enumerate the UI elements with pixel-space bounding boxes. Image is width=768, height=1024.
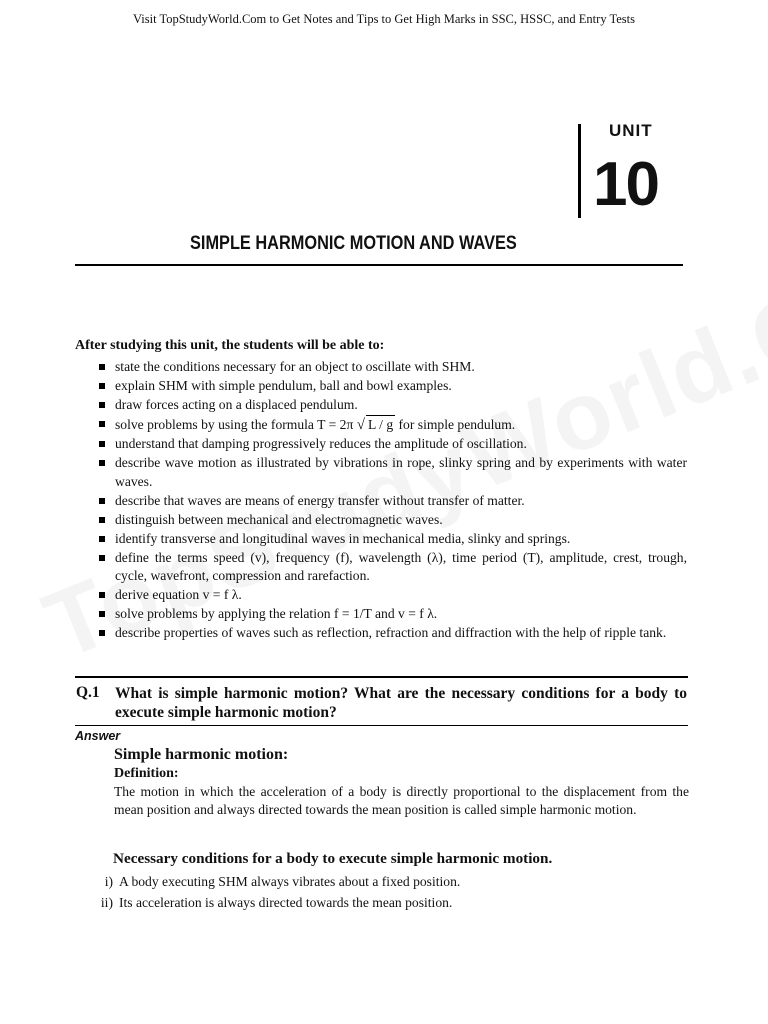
objective-item: explain SHM with simple pendulum, ball and bowl examples.: [97, 377, 687, 396]
objective-item: distinguish between mechanical and electromagnetic waves.: [97, 511, 687, 530]
unit-divider: [578, 124, 581, 218]
objective-item: define the terms speed (v), frequency (f), wavelength (λ), time period (T), amplitude, crest, trough, cycle, wavefront, compression and rarefaction.: [97, 549, 687, 586]
title-rule: [75, 264, 683, 266]
objective-item: describe properties of waves such as reflection, refraction and diffraction with the help of ripple tank.: [97, 624, 687, 643]
bullet-icon: [99, 592, 105, 598]
bullet-icon: [99, 630, 105, 636]
definition-label: Definition:: [114, 766, 179, 781]
objective-item: state the conditions necessary for an object to oscillate with SHM.: [97, 358, 687, 377]
bullet-icon: [99, 460, 105, 466]
objective-item: identify transverse and longitudinal waves in mechanical media, slinky and springs.: [97, 530, 687, 549]
bullet-icon: [99, 555, 105, 561]
bullet-icon: [99, 611, 105, 617]
bullet-icon: [99, 517, 105, 523]
formula-radicand: L / g: [366, 415, 395, 435]
bullet-icon: [99, 421, 105, 427]
bullet-icon: [99, 402, 105, 408]
bullet-icon: [99, 364, 105, 370]
condition-item: i) A body executing SHM always vibrates about a fixed position.: [104, 874, 461, 889]
chapter-title: SIMPLE HARMONIC MOTION AND WAVES: [190, 233, 517, 254]
definition-text: The motion in which the acceleration of a body is directly proportional to the displacement from the mean position and always directed towards the mean position is called simple harmonic motion.: [114, 784, 689, 817]
objective-item: describe wave motion as illustrated by vibrations in rope, slinky spring and by experiments with water waves.: [97, 454, 687, 491]
question-number: Q.1: [76, 684, 100, 701]
question-rule-top: [75, 676, 688, 678]
conditions-heading: Necessary conditions for a body to execute simple harmonic motion.: [113, 850, 553, 867]
question-rule-bottom: [75, 725, 688, 726]
question-text: What is simple harmonic motion? What are the necessary conditions for a body to execute simple harmonic motion?: [115, 685, 687, 721]
bullet-icon: [99, 383, 105, 389]
objectives-list: [97, 358, 687, 643]
objective-item: solve problems by applying the relation f = 1/T and v = f λ.: [97, 605, 687, 624]
header-note: Visit TopStudyWorld.Com to Get Notes and Tips to Get High Marks in SSC, HSSC, and Entry Tests: [133, 12, 635, 26]
condition-item: ii) Its acceleration is always directed towards the mean position.: [100, 895, 453, 910]
objective-item: describe that waves are means of energy transfer without transfer of matter.: [97, 492, 687, 511]
objective-item: solve problems by using the formula T = 2π √ L / g for simple pendulum.: [97, 415, 687, 435]
bullet-icon: [99, 536, 105, 542]
bullet-icon: [99, 498, 105, 504]
unit-label: UNIT: [609, 121, 653, 140]
conditions-list: [86, 871, 686, 913]
answer-label: Answer: [75, 729, 121, 743]
objective-item: understand that damping progressively reduces the amplitude of oscillation.: [97, 435, 687, 454]
bullet-icon: [99, 441, 105, 447]
objective-item: draw forces acting on a displaced pendulum.: [97, 396, 687, 415]
unit-number: 10: [593, 150, 658, 219]
formula-suffix: for simple pendulum.: [398, 417, 516, 432]
objective-item: derive equation v = f λ.: [97, 586, 687, 605]
shm-heading: Simple harmonic motion:: [114, 746, 289, 763]
objectives-intro: After studying this unit, the students will be able to:: [75, 338, 385, 353]
